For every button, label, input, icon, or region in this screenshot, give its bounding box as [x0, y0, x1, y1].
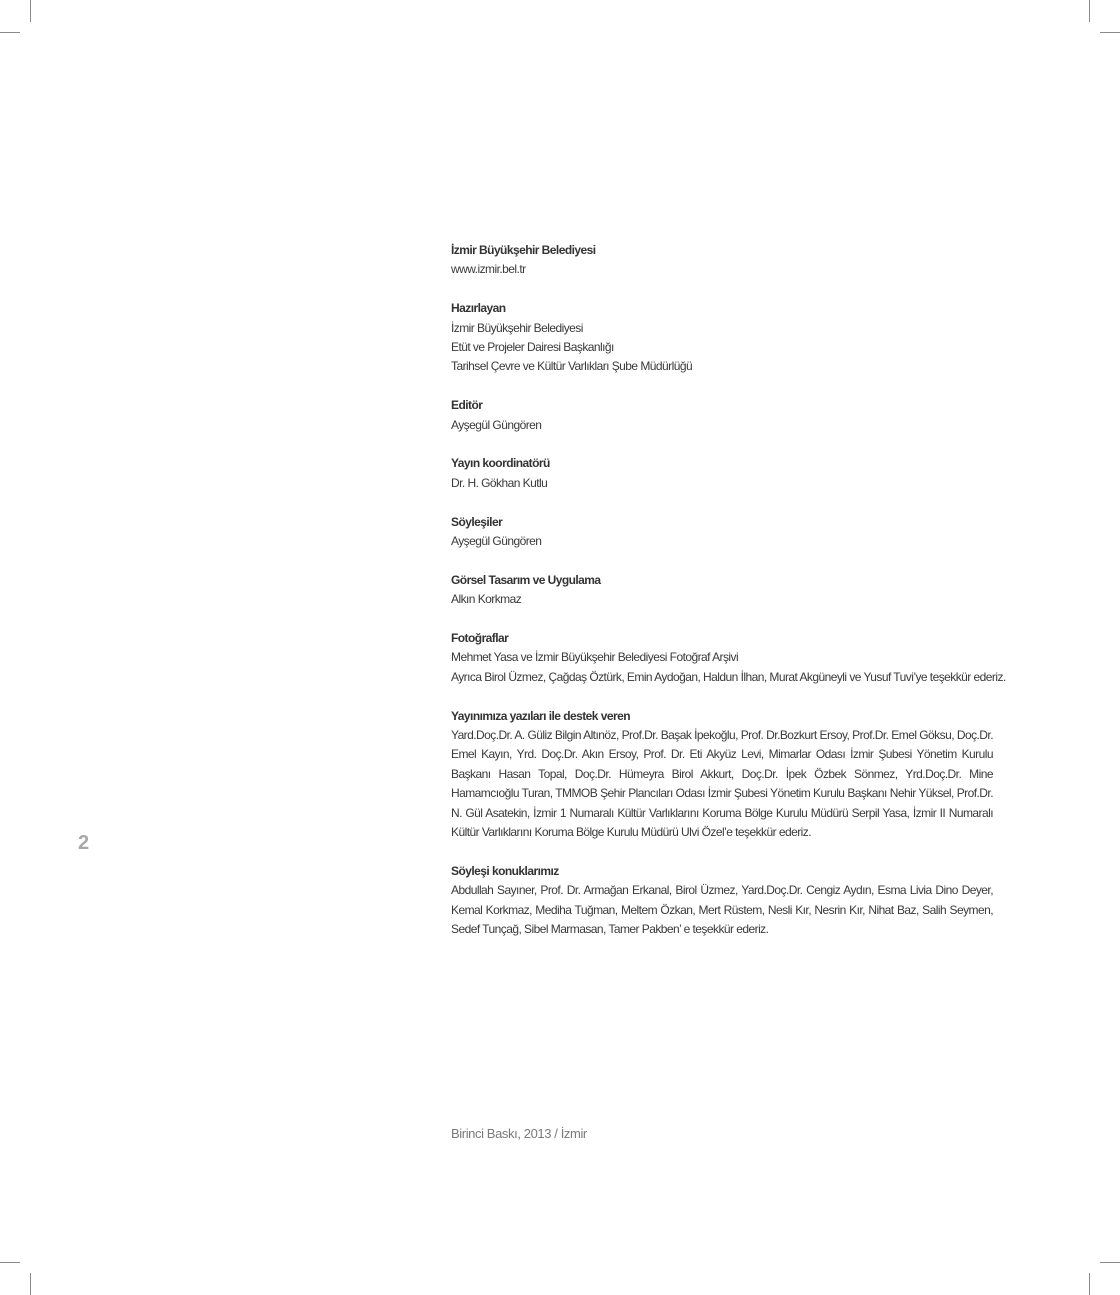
crop-mark: [0, 1262, 20, 1263]
design-section: [451, 571, 993, 610]
section-line: Mehmet Yasa ve İzmir Büyükşehir Belediyesi Fotoğraf Arşivi: [451, 650, 739, 665]
section-title: Yayın koordinatörü: [451, 456, 550, 471]
section-title: Söyleşi konuklarımız: [451, 863, 559, 878]
editor-section: [451, 396, 993, 435]
crop-mark: [1100, 1262, 1120, 1263]
section-line: Alkın Korkmaz: [451, 592, 522, 607]
guests-section: [451, 862, 993, 940]
guests-text: Abdullah Sayıner, Prof. Dr. Armağan Erkanal, Birol Üzmez, Yard.Doç.Dr. Cengiz Aydın, Esma Livia Dino Deyer, Kemal Korkmaz, Mediha Tuğman, Meltem Özkan, Mert Rüstem, Nesli Kır, Nesrin Kır, Nihat Baz, Salih Seymen, Sedef Tunçağ, Sibel Marmasan, Tamer Pakben’ e teşekkür ederiz.: [451, 883, 993, 937]
section-line: Dr. H. Gökhan Kutlu: [451, 475, 548, 490]
section-title: Fotoğraflar: [451, 631, 509, 646]
edition-note: Birinci Baskı, 2013 / İzmir: [451, 1126, 587, 1141]
publisher-website: www.izmir.bel.tr: [451, 262, 526, 277]
section-line: Ayrıca Birol Üzmez, Çağdaş Öztürk, Emin Aydoğan, Haldun İlhan, Murat Akgüneyli ve Yusuf Tuvi’ye teşekkür ederiz.: [451, 669, 1006, 684]
prepared-by-section: [451, 299, 993, 377]
section-line: İzmir Büyükşehir Belediyesi: [451, 320, 583, 335]
section-title: Editör: [451, 398, 483, 413]
crop-mark: [1089, 0, 1090, 22]
section-line: Etüt ve Projeler Dairesi Başkanlığı: [451, 340, 614, 355]
publisher-section: [451, 241, 993, 280]
section-title: İzmir Büyükşehir Belediyesi: [451, 243, 596, 257]
section-title: Söyleşiler: [451, 514, 503, 529]
contributors-text: Yard.Doç.Dr. A. Güliz Bilgin Altınöz, Prof.Dr. Başak İpekoğlu, Prof. Dr.Bozkurt Ersoy, Prof.Dr. Emel Göksu, Doç.Dr. Emel Kayın, Yrd. Doç.Dr. Akın Ersoy, Prof. Dr. Eti Akyüz Levi, Mimarlar Odası İzmir Şubesi Yönetim Kurulu Başkanı Hasan Topal, Doç.Dr. Hümeyra Birol Akkurt, Doç.Dr. İpek Özbek Sönmez, Yrd.Doç.Dr. Mine Hamamcıoğlu Turan, TMMOB Şehir Plancıları Odası İzmir Şubesi Yönetim Kurulu Başkanı Nehir Yüksel, Prof.Dr. N. Gül Asatekin, İzmir 1 Numaralı Kültür Varlıklarını Koruma Bölge Kurulu Müdürü Serpil Yasa, İzmir II Numaralı Kültür Varlıklarını Koruma Bölge Kurulu Müdürü Ulvi Özel’e teşekkür ederiz.: [451, 728, 993, 840]
section-line: Ayşegül Güngören: [451, 534, 542, 549]
photos-section: [451, 629, 1006, 687]
crop-mark: [30, 1273, 31, 1295]
page-number: 2: [78, 832, 90, 854]
crop-mark: [0, 32, 20, 33]
section-line: Tarihsel Çevre ve Kültür Varlıkları Şube Müdürlüğü: [451, 359, 693, 374]
contributors-section: [451, 707, 993, 843]
crop-mark: [30, 0, 31, 22]
coordinator-section: [451, 454, 993, 493]
interviews-section: [451, 513, 993, 552]
section-title: Hazırlayan: [451, 301, 506, 316]
section-title: Yayınımıza yazıları ile destek veren: [451, 708, 630, 723]
section-line: Ayşegül Güngören: [451, 417, 542, 432]
crop-mark: [1089, 1273, 1090, 1295]
crop-mark: [1100, 32, 1120, 33]
section-title: Görsel Tasarım ve Uygulama: [451, 572, 601, 587]
imprint-content: [451, 241, 1006, 959]
